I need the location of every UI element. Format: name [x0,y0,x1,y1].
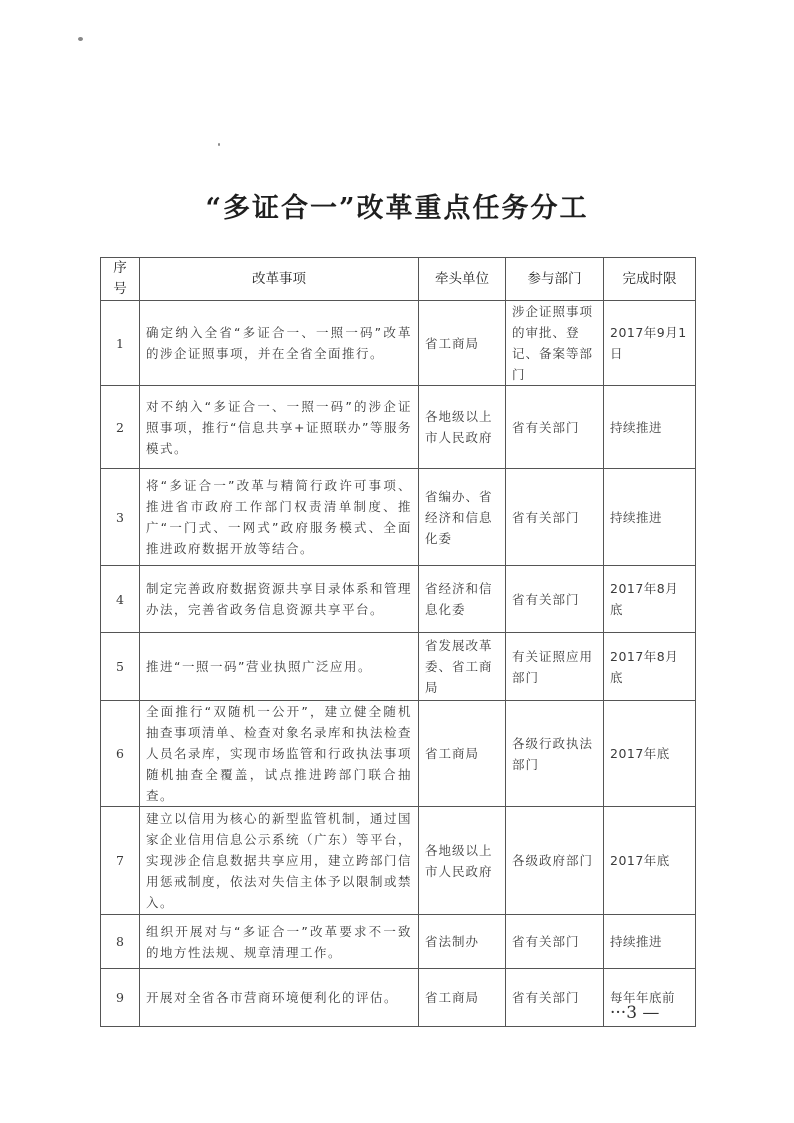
deadline: 2017年底 [604,701,696,807]
row-number: 3 [101,469,140,566]
table-row [101,386,696,469]
table-row [101,969,696,1027]
row-number: 9 [101,969,140,1027]
header-number: 序号 [101,258,140,301]
table-row [101,701,696,807]
reform-item: 建立以信用为核心的新型监管机制，通过国家企业信用信息公示系统（广东）等平台，实现涉企信息数据共享应用，建立跨部门信用惩戒制度，依法对失信主体予以限制或禁入。 [140,807,419,915]
table-row [101,633,696,701]
row-number: 6 [101,701,140,807]
deadline: 持续推进 [604,386,696,469]
lead-unit: 各地级以上市人民政府 [419,386,506,469]
scan-speck [218,143,220,146]
participating-dept: 省有关部门 [506,915,604,969]
deadline: 持续推进 [604,469,696,566]
page-title: “多证合一”改革重点任务分工 [205,193,589,224]
participating-dept: 有关证照应用部门 [506,633,604,701]
reform-item: 开展对全省各市营商环境便利化的评估。 [140,969,419,1027]
lead-unit: 省工商局 [419,969,506,1027]
row-number: 7 [101,807,140,915]
table-row [101,469,696,566]
page-number: ···3 — [610,1003,660,1023]
row-number: 5 [101,633,140,701]
lead-unit: 省法制办 [419,915,506,969]
reform-item: 确定纳入全省“多证合一、一照一码”改革的涉企证照事项，并在全省全面推行。 [140,301,419,386]
header-reform-item: 改革事项 [140,258,419,301]
reform-item: 将“多证合一”改革与精简行政许可事项、推进省市政府工作部门权责清单制度、推广“一门式、一网式”政府服务模式、全面推进政府数据开放等结合。 [140,469,419,566]
reform-item: 对不纳入“多证合一、一照一码”的涉企证照事项，推行“信息共享+证照联办”等服务模式。 [140,386,419,469]
reform-item: 推进“一照一码”营业执照广泛应用。 [140,633,419,701]
deadline: 持续推进 [604,915,696,969]
header-deadline: 完成时限 [604,258,696,301]
row-number: 2 [101,386,140,469]
table-row [101,807,696,915]
participating-dept: 省有关部门 [506,469,604,566]
lead-unit: 省发展改革委、省工商局 [419,633,506,701]
reform-item: 制定完善政府数据资源共享目录体系和管理办法，完善省政务信息资源共享平台。 [140,566,419,633]
row-number: 8 [101,915,140,969]
participating-dept: 涉企证照事项的审批、登记、备案等部门 [506,301,604,386]
scan-speck [78,37,83,41]
row-number: 4 [101,566,140,633]
participating-dept: 省有关部门 [506,386,604,469]
participating-dept: 省有关部门 [506,969,604,1027]
lead-unit: 省编办、省经济和信息化委 [419,469,506,566]
lead-unit: 省经济和信息化委 [419,566,506,633]
lead-unit: 省工商局 [419,701,506,807]
deadline: 2017年9月1日 [604,301,696,386]
participating-dept: 省有关部门 [506,566,604,633]
participating-dept: 各级政府部门 [506,807,604,915]
reform-item: 组织开展对与“多证合一”改革要求不一致的地方性法规、规章清理工作。 [140,915,419,969]
header-participating-dept: 参与部门 [506,258,604,301]
deadline: 2017年8月底 [604,633,696,701]
lead-unit: 各地级以上市人民政府 [419,807,506,915]
deadline: 每年年底前 [604,969,696,1027]
deadline: 2017年8月底 [604,566,696,633]
table-row [101,566,696,633]
participating-dept: 各级行政执法部门 [506,701,604,807]
deadline: 2017年底 [604,807,696,915]
task-table [100,257,696,1027]
table-row [101,301,696,386]
lead-unit: 省工商局 [419,301,506,386]
table-header-row [101,258,696,301]
table-row [101,915,696,969]
row-number: 1 [101,301,140,386]
header-lead-unit: 牵头单位 [419,258,506,301]
reform-item: 全面推行“双随机一公开”，建立健全随机抽查事项清单、检查对象名录库和执法检查人员名录库，实现市场监管和行政执法事项随机抽查全覆盖，试点推进跨部门联合抽查。 [140,701,419,807]
